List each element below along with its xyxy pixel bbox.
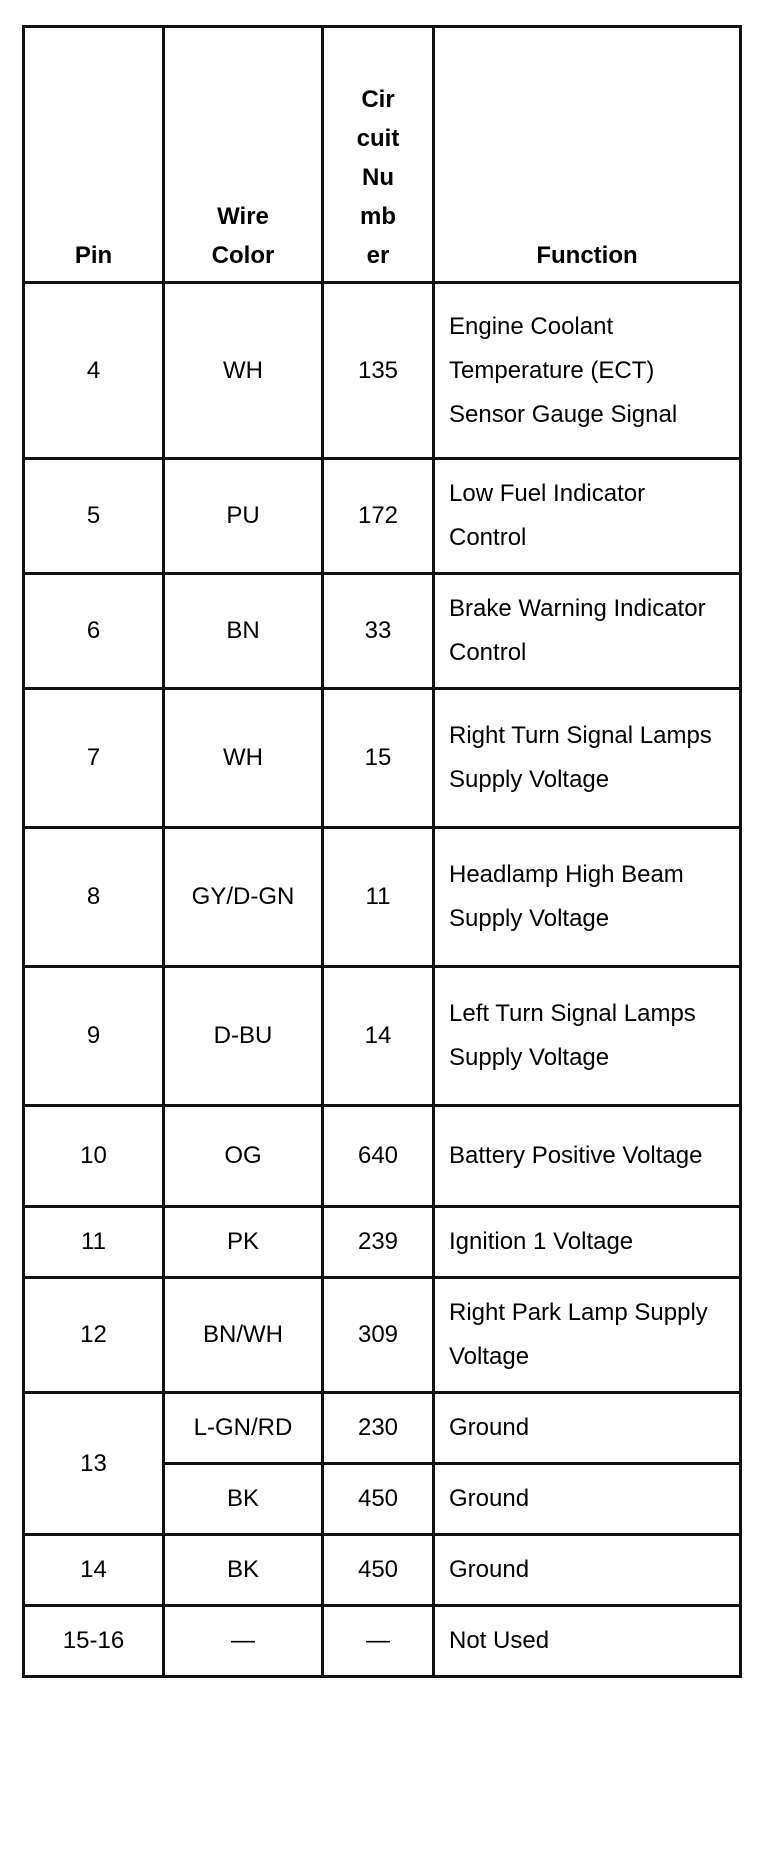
connector-pinout-table <box>22 25 742 1678</box>
function-cell: Engine Coolant Temperature (ECT) Sensor Gauge Signal <box>434 283 741 459</box>
function-cell: Brake Warning Indicator Control <box>434 574 741 689</box>
circuit-cell: 640 <box>323 1106 434 1207</box>
pin-cell: 9 <box>24 967 164 1106</box>
header-pin: Pin <box>24 27 164 283</box>
pin-cell: 6 <box>24 574 164 689</box>
table-row <box>24 1207 741 1278</box>
function-cell: Left Turn Signal Lamps Supply Voltage <box>434 967 741 1106</box>
wire-color-cell: PK <box>164 1207 323 1278</box>
wire-color-cell: BK <box>164 1464 323 1535</box>
wire-color-cell: WH <box>164 689 323 828</box>
pin-cell: 13 <box>24 1393 164 1535</box>
wire-color-cell: BN/WH <box>164 1278 323 1393</box>
circuit-cell: — <box>323 1606 434 1677</box>
circuit-cell: 172 <box>323 459 434 574</box>
function-cell: Ground <box>434 1393 741 1464</box>
function-cell: Headlamp High Beam Supply Voltage <box>434 828 741 967</box>
header-function: Function <box>434 27 741 283</box>
pin-cell: 14 <box>24 1535 164 1606</box>
circuit-cell: 11 <box>323 828 434 967</box>
table-row <box>24 1393 741 1464</box>
circuit-cell: 33 <box>323 574 434 689</box>
header-circuit-part: Cir <box>361 86 395 113</box>
wire-color-cell: OG <box>164 1106 323 1207</box>
wire-color-cell: BK <box>164 1535 323 1606</box>
function-cell: Low Fuel Indicator Control <box>434 459 741 574</box>
header-circuit-part: Nu <box>362 164 394 191</box>
function-cell: Ignition 1 Voltage <box>434 1207 741 1278</box>
pin-cell: 12 <box>24 1278 164 1393</box>
circuit-cell: 239 <box>323 1207 434 1278</box>
circuit-cell: 135 <box>323 283 434 459</box>
table-row <box>24 828 741 967</box>
table-row <box>24 967 741 1106</box>
circuit-cell: 15 <box>323 689 434 828</box>
pin-cell: 10 <box>24 1106 164 1207</box>
table-row <box>24 459 741 574</box>
wire-color-cell: L-GN/RD <box>164 1393 323 1464</box>
table-row <box>24 1278 741 1393</box>
pin-cell: 11 <box>24 1207 164 1278</box>
wire-color-cell: PU <box>164 459 323 574</box>
header-wire-color <box>164 27 323 283</box>
circuit-cell: 450 <box>323 1535 434 1606</box>
table-row <box>24 1106 741 1207</box>
table-row <box>24 689 741 828</box>
wire-color-cell: GY/D-GN <box>164 828 323 967</box>
pin-cell: 8 <box>24 828 164 967</box>
function-cell: Right Park Lamp Supply Voltage <box>434 1278 741 1393</box>
table-row <box>24 283 741 459</box>
header-circuit-part: er <box>366 242 390 269</box>
wire-color-cell: BN <box>164 574 323 689</box>
function-cell: Ground <box>434 1464 741 1535</box>
function-cell: Right Turn Signal Lamps Supply Voltage <box>434 689 741 828</box>
circuit-cell: 450 <box>323 1464 434 1535</box>
function-cell: Battery Positive Voltage <box>434 1106 741 1207</box>
header-wire-line1: Wire <box>217 203 269 230</box>
circuit-cell: 309 <box>323 1278 434 1393</box>
pin-cell: 4 <box>24 283 164 459</box>
pin-cell: 5 <box>24 459 164 574</box>
header-circuit-part: cuit <box>356 125 400 152</box>
table-row <box>24 574 741 689</box>
header-wire-line2: Color <box>211 242 275 269</box>
circuit-cell: 14 <box>323 967 434 1106</box>
wire-color-cell: D-BU <box>164 967 323 1106</box>
table-row <box>24 1535 741 1606</box>
table-header-row <box>24 27 741 283</box>
header-circuit-number <box>323 27 434 283</box>
function-cell: Ground <box>434 1535 741 1606</box>
circuit-cell: 230 <box>323 1393 434 1464</box>
pin-cell: 7 <box>24 689 164 828</box>
function-cell: Not Used <box>434 1606 741 1677</box>
header-circuit-part: mb <box>360 203 396 230</box>
wire-color-cell: — <box>164 1606 323 1677</box>
pin-cell: 15-16 <box>24 1606 164 1677</box>
table-row <box>24 1606 741 1677</box>
wire-color-cell: WH <box>164 283 323 459</box>
